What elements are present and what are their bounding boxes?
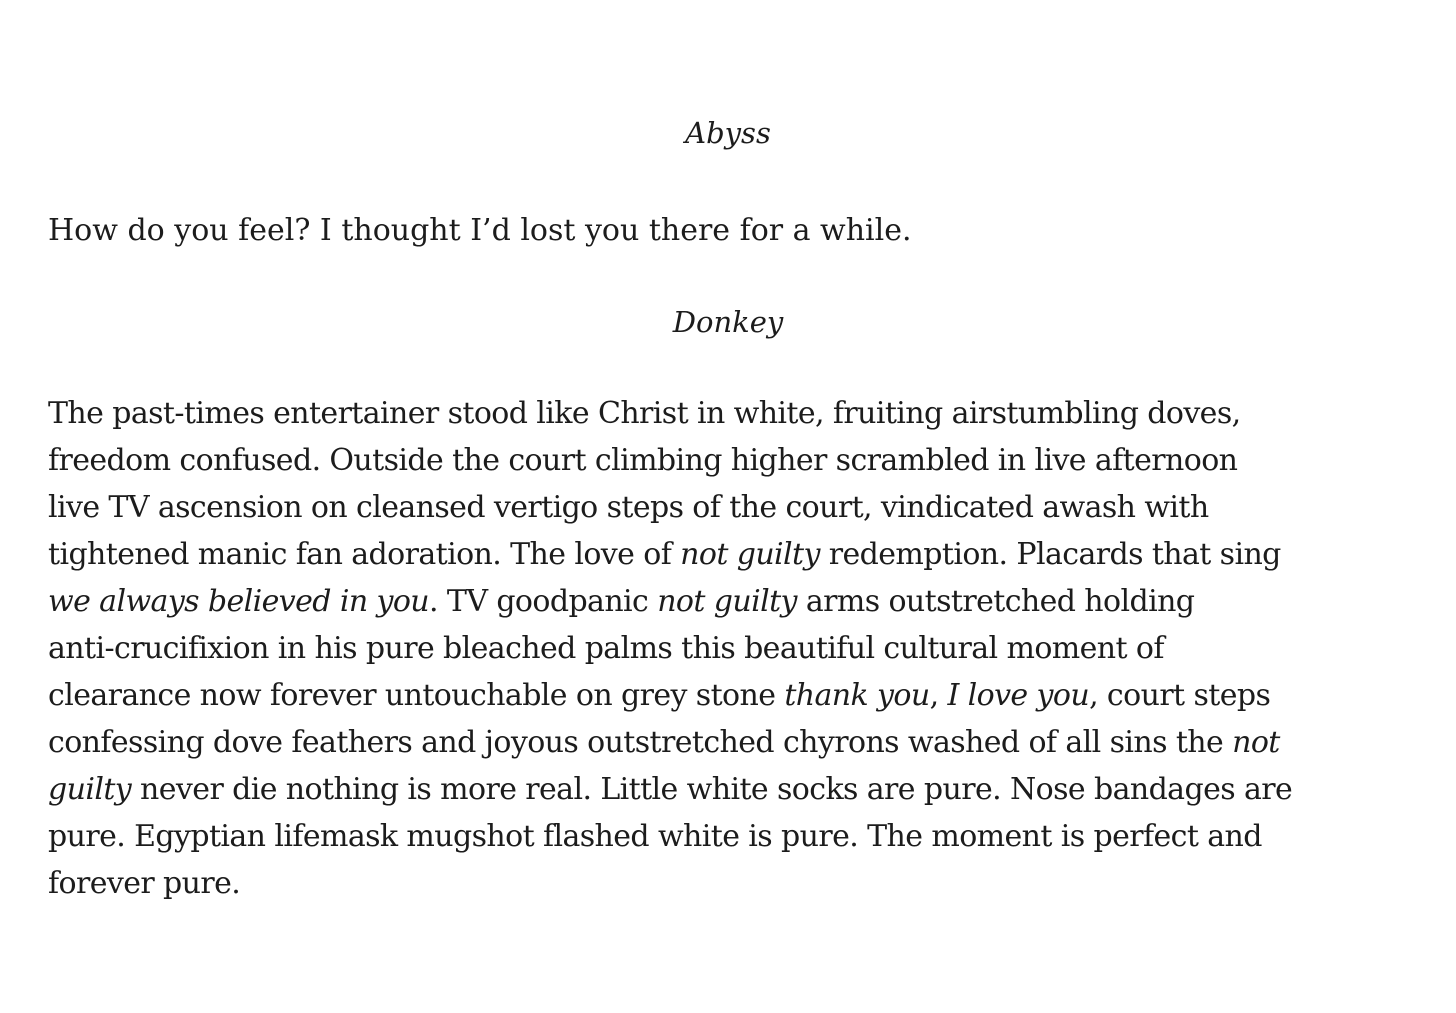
text-run: freedom confused. Outside the court climbing higher scrambled in live afternoon (48, 443, 1238, 478)
dialogue-text-line (48, 437, 1408, 484)
italic-phrase: I love you (947, 678, 1090, 713)
speaker-name-abyss: Abyss (685, 116, 771, 150)
text-run: redemption. Placards that sing (819, 537, 1281, 572)
italic-phrase: not guilty (680, 537, 820, 572)
dialogue-line-abyss: How do you feel? I thought I’d lost you there for a while. (48, 213, 912, 248)
italic-phrase: not guilty (657, 584, 797, 619)
text-run: The past-times entertainer stood like Christ in white, fruiting airstumbling doves, (48, 396, 1241, 431)
dialogue-paragraph-donkey (48, 390, 1408, 907)
text-run: anti-crucifixion in his pure bleached palms this beautiful cultural moment of (48, 631, 1164, 666)
dialogue-text-line (48, 719, 1408, 766)
text-run: tightened manic fan adoration. The love of (48, 537, 681, 572)
italic-phrase: we always believed in you (48, 584, 430, 619)
dialogue-text-line (48, 860, 1408, 907)
dialogue-text-line (48, 625, 1408, 672)
text-run: never die nothing is more real. Little white socks are pure. Nose bandages are (131, 772, 1293, 807)
text-run: forever pure. (48, 866, 241, 901)
dialogue-text-line (48, 766, 1408, 813)
text-run: , court steps (1089, 678, 1271, 713)
text-run: clearance now forever untouchable on grey stone (48, 678, 785, 713)
italic-phrase: guilty (48, 772, 132, 807)
dialogue-text-line (48, 484, 1408, 531)
dialogue-text-line (48, 390, 1408, 437)
text-run: arms outstretched holding (796, 584, 1195, 619)
dialogue-text-line (48, 672, 1408, 719)
speaker-name-donkey: Donkey (672, 305, 784, 339)
text-run: pure. Egyptian lifemask mugshot flashed white is pure. The moment is perfect and (48, 819, 1262, 854)
text-run: live TV ascension on cleansed vertigo steps of the court, vindicated awash with (48, 490, 1209, 525)
text-run: , (929, 678, 948, 713)
dialogue-text-line (48, 578, 1408, 625)
text-run: . TV goodpanic (429, 584, 658, 619)
text-run: confessing dove feathers and joyous outstretched chyrons washed of all sins the (48, 725, 1233, 760)
dialogue-text-line (48, 813, 1408, 860)
dialogue-text-line (48, 531, 1408, 578)
italic-phrase: not (1232, 725, 1280, 760)
italic-phrase: thank you (784, 678, 930, 713)
